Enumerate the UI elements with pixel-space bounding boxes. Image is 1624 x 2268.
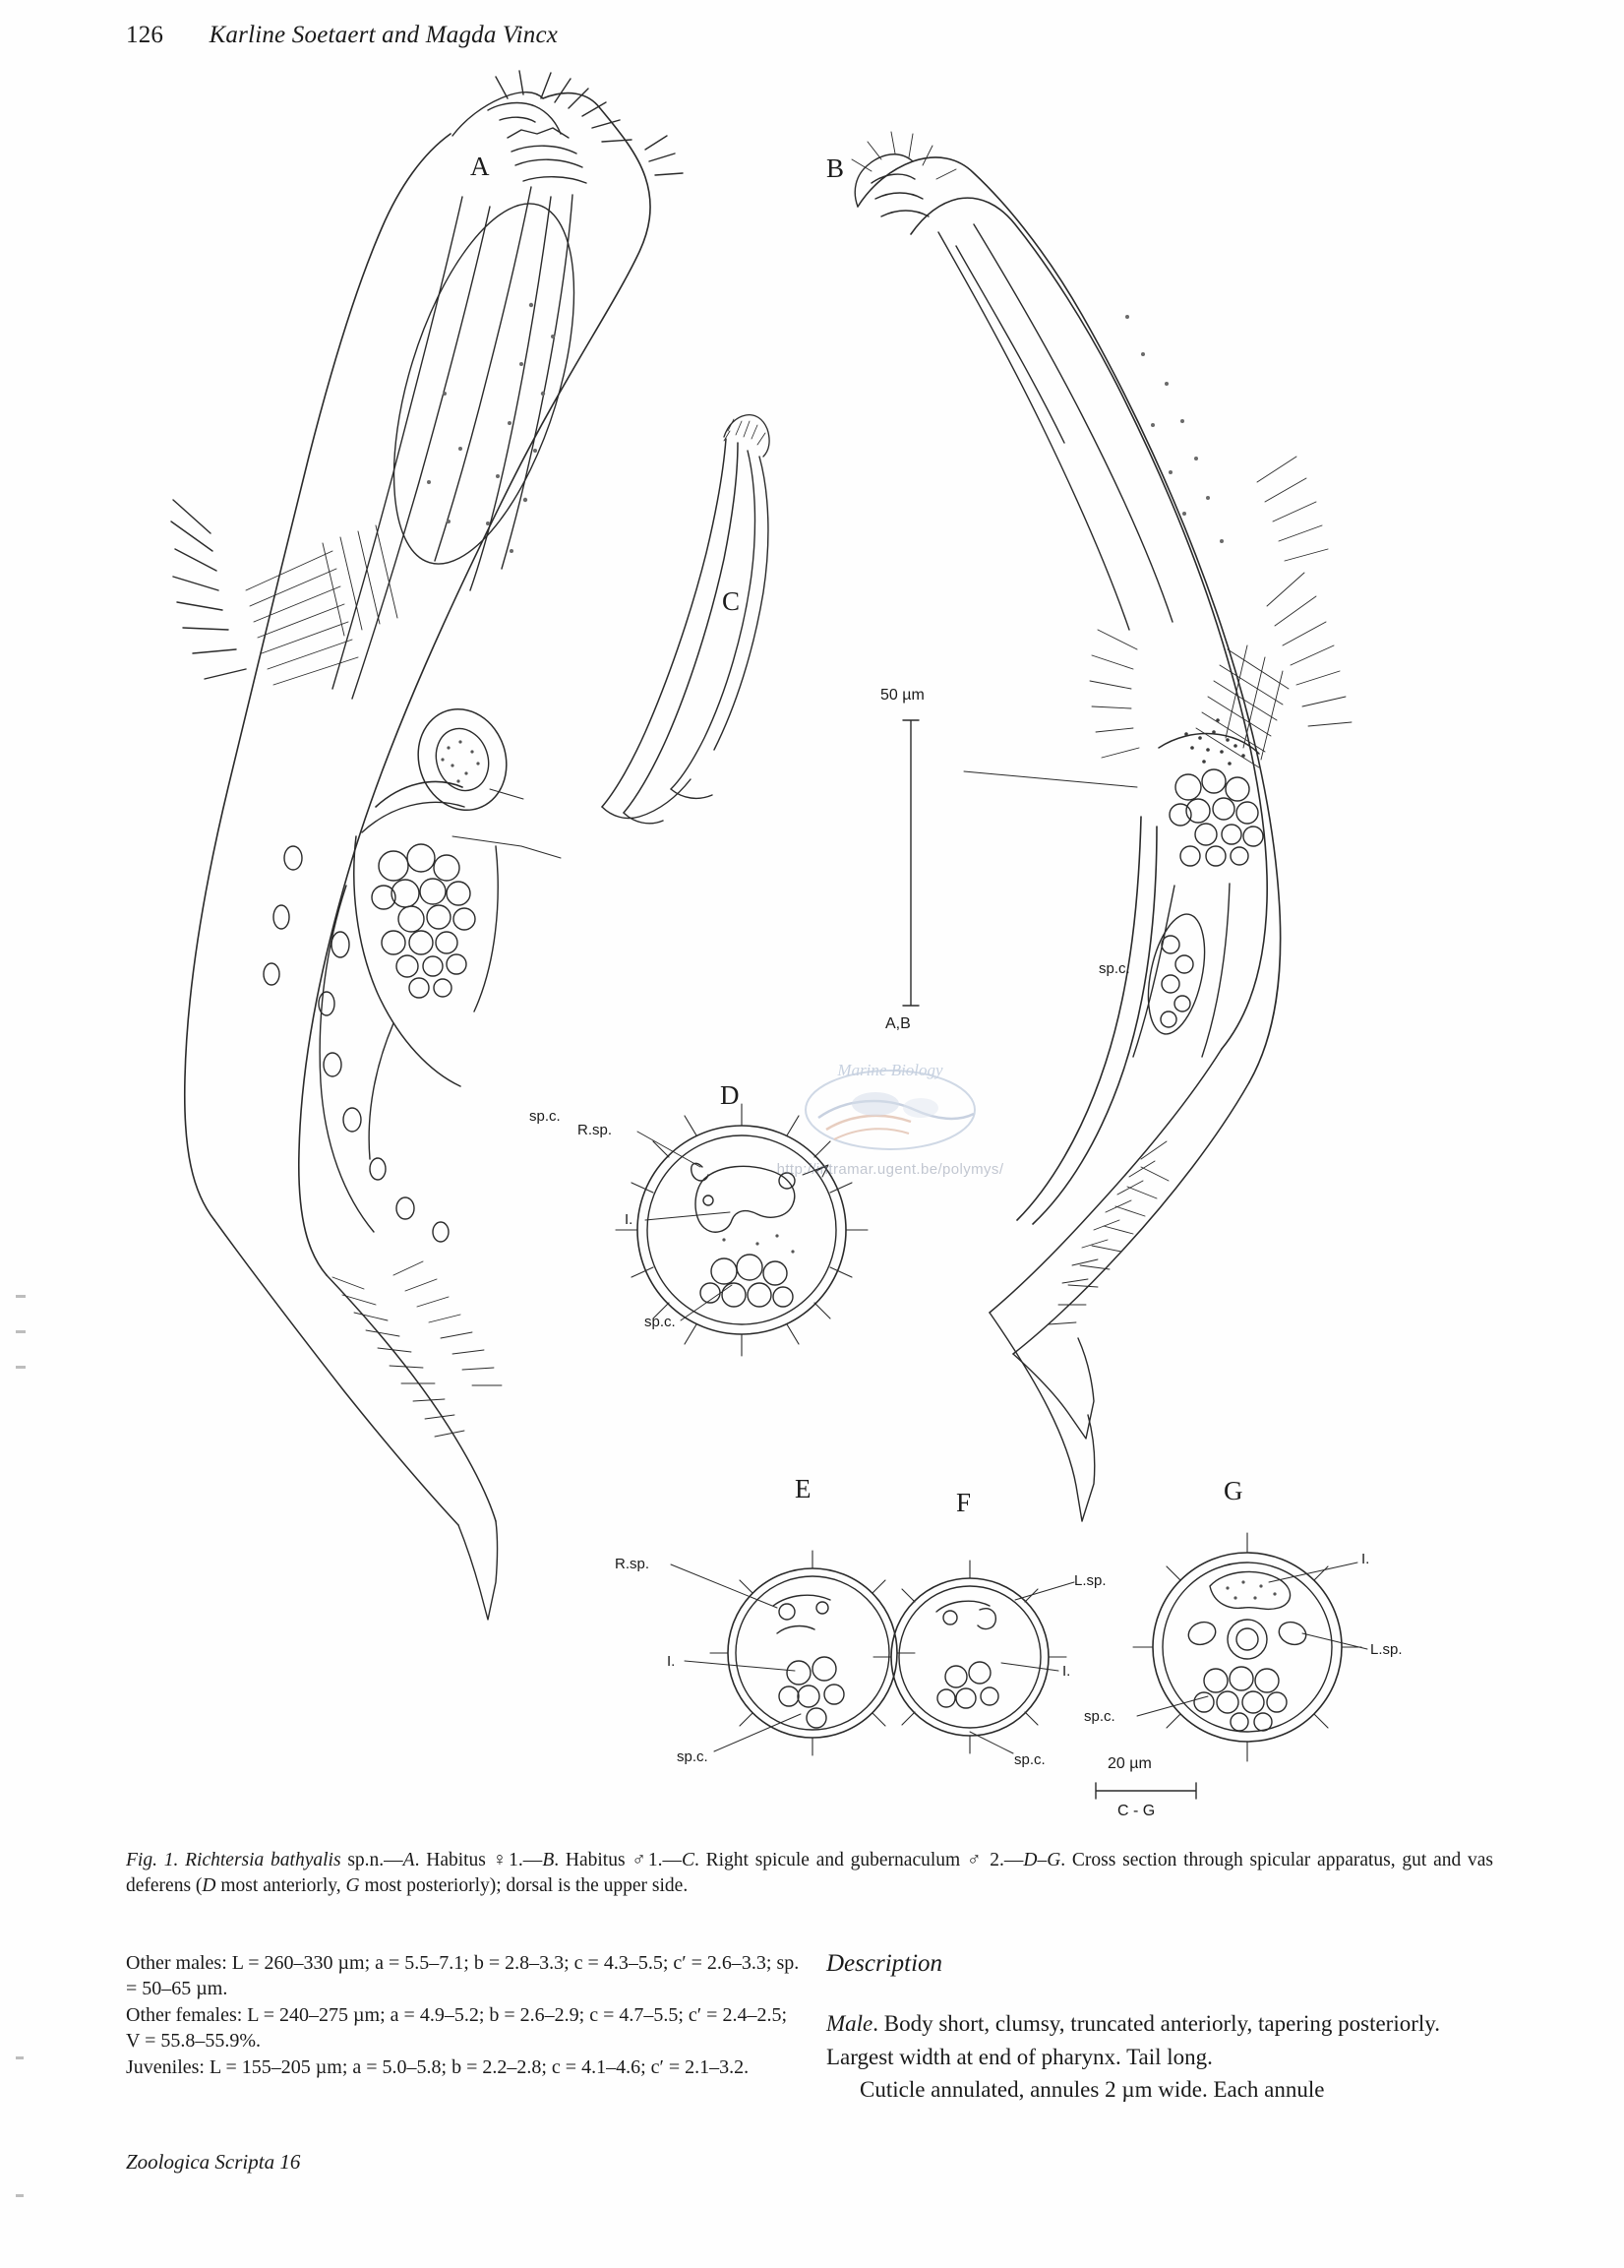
- panel-f-drawing: [873, 1561, 1066, 1753]
- caption-part-d2: D: [202, 1874, 216, 1896]
- panel-label-a: A: [470, 152, 490, 181]
- scale-bars: [903, 720, 1196, 1799]
- panel-e-drawing: [710, 1551, 915, 1755]
- other-females-line: Other females: L = 240–275 µm; a = 4.9–5.2; b = 2.6–2.9; c = 4.7–5.5; c′ = 2.4–2.5; V = 55.8–55.9%.: [126, 2003, 788, 2053]
- label-d-rsp: R.sp.: [577, 1122, 613, 1138]
- label-b-spc: sp.c.: [1099, 960, 1130, 977]
- juveniles-line: Juveniles: L = 155–205 µm; a = 5.0–5.8; b = 2.2–2.8; c = 4.1–4.6; c′ = 2.1–3.2.: [126, 2055, 750, 2078]
- label-g-lsp: L.sp.: [1370, 1641, 1403, 1658]
- description-paragraph-1-text: . Body short, clumsy, truncated anteriorly, tapering posteriorly. Largest width at end of pharynx. Tail long.: [826, 2011, 1441, 2069]
- label-f-lsp: L.sp.: [1074, 1572, 1107, 1589]
- figure-caption: [126, 1848, 1493, 1899]
- figure-1: [98, 59, 1534, 1830]
- running-head-authors: Karline Soetaert and Magda Vincx: [209, 22, 559, 48]
- male-label: Male: [826, 2011, 873, 2037]
- page-number: 126: [126, 22, 164, 48]
- edge-mark: [16, 1366, 26, 1369]
- label-e-spc: sp.c.: [677, 1748, 708, 1765]
- scale-label-ab: A,B: [885, 1015, 911, 1032]
- watermark-title: Marine Biology: [837, 1061, 943, 1079]
- watermark-url: http://intramar.ugent.be/polymys/: [776, 1161, 1004, 1178]
- caption-part-b: B: [542, 1850, 555, 1870]
- caption-text-a: sp.n.—: [340, 1850, 403, 1870]
- label-g-spc: sp.c.: [1084, 1708, 1115, 1725]
- caption-text-f: most anteriorly,: [215, 1874, 346, 1896]
- description-column: [826, 1946, 1495, 2106]
- panel-label-c: C: [722, 586, 741, 616]
- description-paragraph-2: Cuticle annulated, annules 2 µm wide. Each annule: [860, 2076, 1325, 2102]
- edge-mark: [16, 1295, 26, 1298]
- caption-part-g2: G: [345, 1874, 360, 1896]
- caption-species: Richtersia bathyalis: [185, 1850, 341, 1870]
- edge-mark: [16, 2194, 24, 2197]
- panel-label-f: F: [956, 1488, 972, 1517]
- panel-c-drawing: [602, 415, 769, 824]
- caption-text-g: most posteriorly); dorsal is the upper side.: [359, 1874, 689, 1896]
- edge-mark: [16, 2056, 24, 2059]
- label-e-rsp: R.sp.: [615, 1556, 650, 1572]
- caption-part-c: C: [681, 1850, 694, 1870]
- caption-part-dg: D–G: [1023, 1850, 1061, 1870]
- panel-a-drawing: [171, 71, 683, 1620]
- label-e-i: I.: [667, 1653, 676, 1670]
- journal-footer: Zoologica Scripta 16: [126, 2150, 301, 2174]
- running-head: [126, 22, 558, 49]
- other-males-line: Other males: L = 260–330 µm; a = 5.5–7.1; b = 2.8–3.3; c = 4.3–5.5; c′ = 2.6–3.3; sp. = 50–65 µm.: [126, 1952, 800, 2000]
- caption-text-b: . Habitus ♀1.—: [414, 1850, 543, 1870]
- scale-label-20um: 20 µm: [1108, 1755, 1152, 1772]
- panel-b-drawing: [852, 132, 1352, 1521]
- panel-label-d: D: [720, 1080, 740, 1110]
- edge-mark: [16, 1330, 26, 1333]
- label-d-i: I.: [625, 1211, 633, 1228]
- scale-label-cg: C - G: [1117, 1803, 1156, 1819]
- description-heading: Description: [826, 1950, 943, 1977]
- scale-label-50um: 50 µm: [880, 687, 925, 704]
- caption-text-e: . Cross section through spicular apparatus, gut and vas deferens (: [126, 1850, 1493, 1896]
- description-paragraph-1: [826, 2007, 1495, 2073]
- panel-label-b: B: [826, 153, 845, 183]
- label-g-i: I.: [1361, 1551, 1370, 1567]
- label-f-spc: sp.c.: [1014, 1751, 1046, 1768]
- panel-label-e: E: [795, 1474, 812, 1503]
- label-f-i: I.: [1062, 1663, 1071, 1680]
- label-d-spc: sp.c.: [644, 1314, 676, 1330]
- caption-prefix: Fig. 1.: [126, 1850, 179, 1870]
- label-a-spc: sp.c.: [529, 1108, 561, 1125]
- panel-g-drawing: [1133, 1533, 1361, 1761]
- measurements-column: [126, 1950, 805, 2080]
- panel-label-g: G: [1224, 1476, 1243, 1505]
- caption-text-c: . Habitus ♂1.—: [554, 1850, 682, 1870]
- caption-part-a: A: [402, 1850, 415, 1870]
- caption-text-d: . Right spicule and gubernaculum ♂ 2.—: [693, 1850, 1024, 1870]
- figure-illustration: [98, 59, 1534, 1830]
